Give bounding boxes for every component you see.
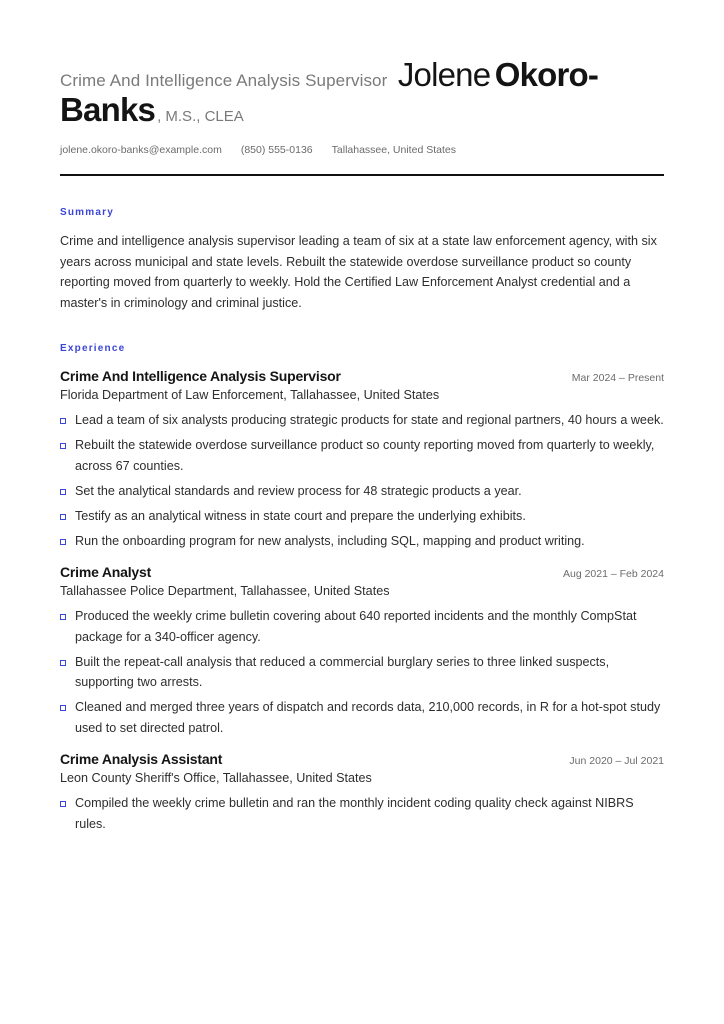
- last-name-part2: Banks: [60, 91, 156, 128]
- bullet-text: Produced the weekly crime bulletin covering about 640 reported incidents and the monthly CompStat package for a 340-officer agency.: [75, 609, 637, 644]
- square-bullet-icon: [60, 539, 66, 545]
- bullet-text: Set the analytical standards and review process for 48 strategic products a year.: [75, 483, 522, 498]
- role-header: [60, 751, 664, 767]
- role-organization: Florida Department of Law Enforcement, Tallahassee, United States: [60, 388, 440, 402]
- contact-email[interactable]: jolene.okoro-banks@example.com: [60, 144, 222, 156]
- resume-header: [60, 58, 664, 156]
- role-dates: Jun 2020 – Jul 2021: [569, 755, 664, 767]
- role-dates: Aug 2021 – Feb 2024: [562, 568, 664, 580]
- square-bullet-icon: [60, 614, 66, 620]
- bullet-text: Cleaned and merged three years of dispatch and records data, 210,000 records, in R for a hot-spot study used to set directed patrol.: [75, 700, 661, 735]
- role-entry: [60, 564, 664, 738]
- contact-location: Tallahassee, United States: [331, 144, 456, 156]
- first-name: Jolene: [397, 56, 491, 93]
- role-organization: Tallahassee Police Department, Tallahassee, United States: [60, 584, 390, 598]
- contact-phone[interactable]: (850) 555-0136: [240, 144, 313, 156]
- bullet-item: [60, 410, 664, 431]
- bullet-text: Built the repeat-call analysis that reduced a commercial burglary series to three linked suspects, supporting two arrests.: [75, 654, 610, 689]
- summary-text: Crime and intelligence analysis supervisor leading a team of six at a state law enforcement agency, with six years across municipal and state levels. Rebuilt the statewide overdose surveillance product so county reporting moved from quarterly to weekly. Hold the Certified Law Enforcement Analyst credential and a master's in criminology and criminal justice.: [60, 234, 657, 310]
- role-entry: [60, 368, 664, 551]
- bullet-item: [60, 531, 664, 552]
- bullet-item: [60, 481, 664, 502]
- bullet-item: [60, 606, 664, 647]
- last-name-part1: Okoro-: [494, 56, 599, 93]
- role-header: [60, 368, 664, 384]
- square-bullet-icon: [60, 514, 66, 520]
- role-title: Crime Analysis Assistant: [60, 751, 223, 767]
- square-bullet-icon: [60, 705, 66, 711]
- experience-section: [60, 343, 664, 834]
- name-second-line: [60, 93, 664, 126]
- bullet-item: [60, 435, 664, 476]
- role-bullets: [60, 793, 664, 834]
- bullet-item: [60, 652, 664, 693]
- experience-heading: Experience: [60, 343, 126, 354]
- header-divider: [60, 174, 664, 176]
- bullet-item: [60, 506, 664, 527]
- bullet-text: Run the onboarding program for new analysts, including SQL, mapping and product writing.: [75, 533, 585, 548]
- role-title: Crime And Intelligence Analysis Supervisor: [60, 368, 341, 384]
- role-bullets: [60, 606, 664, 738]
- bullet-item: [60, 697, 664, 738]
- square-bullet-icon: [60, 660, 66, 666]
- role-dates: Mar 2024 – Present: [571, 372, 664, 384]
- summary-section: [60, 207, 664, 313]
- bullet-text: Compiled the weekly crime bulletin and ran the monthly incident coding quality check against NIBRS rules.: [75, 796, 634, 831]
- job-title: Crime And Intelligence Analysis Supervisor: [60, 71, 388, 90]
- role-organization: Leon County Sheriff's Office, Tallahassee, United States: [60, 771, 372, 785]
- bullet-text: Rebuilt the statewide overdose surveillance product so county reporting moved from quarterly to weekly, across 67 counties.: [75, 438, 655, 473]
- role-entry: [60, 751, 664, 834]
- role-header: [60, 564, 664, 580]
- bullet-text: Testify as an analytical witness in state court and prepare the underlying exhibits.: [75, 508, 526, 523]
- summary-heading: Summary: [60, 207, 114, 218]
- square-bullet-icon: [60, 489, 66, 495]
- square-bullet-icon: [60, 443, 66, 449]
- square-bullet-icon: [60, 418, 66, 424]
- bullet-text: Lead a team of six analysts producing strategic products for state and regional partners, 40 hours a week.: [75, 413, 664, 427]
- role-bullets: [60, 410, 664, 551]
- bullet-item: [60, 793, 664, 834]
- contact-row: [60, 144, 664, 156]
- credentials: , M.S., CLEA: [157, 108, 244, 125]
- square-bullet-icon: [60, 801, 66, 807]
- resume-page: [60, 58, 664, 839]
- role-title: Crime Analyst: [60, 564, 152, 580]
- title-name-line: [60, 58, 664, 91]
